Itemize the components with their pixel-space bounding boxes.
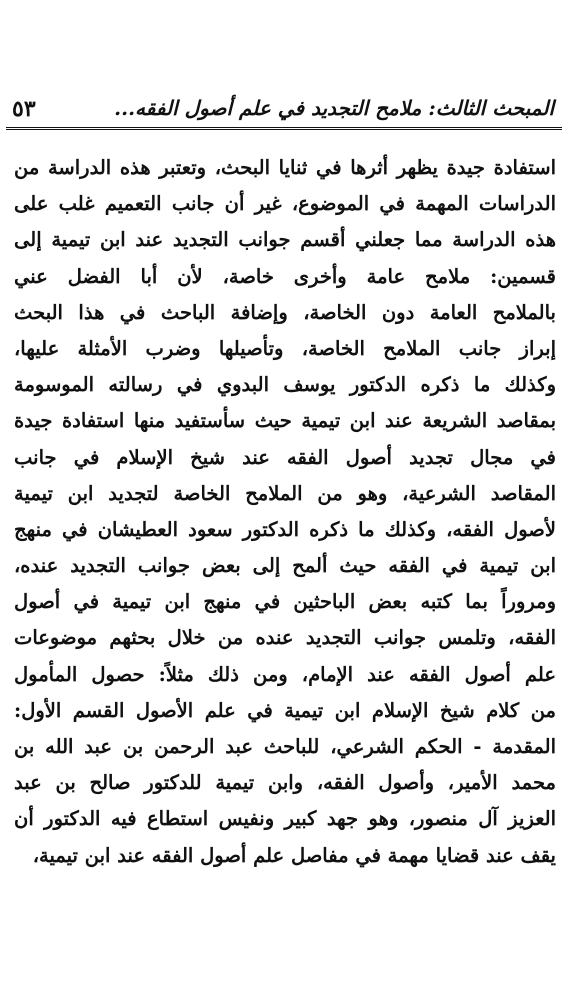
text-line: الدراسات المهمة في الموضوع، غير أن جانب التعميم غلب على	[14, 192, 556, 216]
text-line: يقف عند قضايا مهمة في مفاصل علم أصول الفقه عند ابن تيمية،	[32, 843, 556, 867]
text-line: في مجال تجديد أصول الفقه عند شيخ الإسلام في جانب	[14, 445, 556, 469]
body-text	[14, 150, 556, 874]
text-line: المقاصد الشرعية، وهو من الملامح الخاصة لتجديد ابن تيمية	[14, 481, 556, 505]
page-number: ٥٣	[12, 96, 36, 122]
header-divider	[6, 127, 562, 130]
text-line: بمقاصد الشريعة عند ابن تيمية حيث سأستفيد منها استفادة جيدة	[14, 409, 556, 433]
text-line: المقدمة - الحكم الشرعي، للباحث عبد الرحمن بن عبد الله بن	[14, 735, 556, 758]
text-line: علم أصول الفقه عند الإمام، ومن ذلك مثلاً: حصول المأمول	[14, 662, 556, 686]
chapter-title: المبحث الثالث: ملامح التجديد في علم أصول الفقه...	[114, 96, 554, 120]
text-line: قسمين: ملامح عامة وأخرى خاصة، لأن أبا الفضل عني	[14, 264, 556, 288]
text-line: محمد الأمير، وأصول الفقه، وابن تيمية للدكتور صالح بن عبد	[14, 771, 556, 795]
text-line: هذه الدراسة مما جعلني أقسم جوانب التجديد عند ابن تيمية إلى	[14, 228, 556, 252]
text-line: الفقه، وتلمس جوانب التجديد عنده من خلال بحثهم موضوعات	[14, 626, 556, 650]
text-line: ومروراً بما كتبه بعض الباحثين في منهج ابن تيمية في أصول	[14, 590, 556, 614]
running-header	[6, 94, 562, 130]
text-line: لأصول الفقه، وكذلك ما ذكره الدكتور سعود العطيشان في منهج	[14, 517, 556, 541]
text-line: بالملامح العامة دون الخاصة، وإضافة الباحث في هذا البحث	[14, 300, 556, 324]
text-line: من كلام شيخ الإسلام ابن تيمية في علم الأصول القسم الأول:	[14, 698, 556, 722]
text-line: إبراز جانب الملامح الخاصة، وتأصيلها وضرب الأمثلة عليها،	[14, 336, 556, 360]
text-line: ابن تيمية في الفقه حيث ألمح إلى بعض جوانب التجديد عنده،	[14, 554, 556, 578]
text-line: استفادة جيدة يظهر أثرها في ثنايا البحث، وتعتبر هذه الدراسة من	[14, 156, 556, 179]
text-line: وكذلك ما ذكره الدكتور يوسف البدوي في رسالته الموسومة	[14, 373, 556, 397]
text-line: العزيز آل منصور، وهو جهد كبير ونفيس استطاع فيه الدكتور أن	[14, 807, 556, 831]
